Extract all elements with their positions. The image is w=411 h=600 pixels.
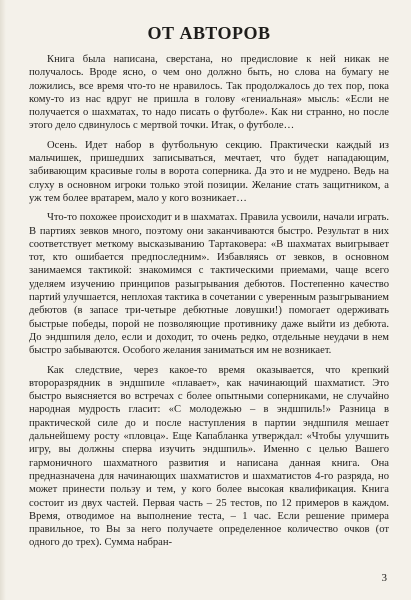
page-edge-shadow [0, 0, 6, 600]
page-number: 3 [381, 572, 387, 584]
paragraph-intro: Книга была написана, сверстана, но предисловие к ней никак не получалось. Вроде ясно, о чем оно должно быть, но слова на бумагу не ложились, все время что-то не нравилось. Так продолжалось до тех пор, пока кому-то из нас вдруг не пришла в голову «гениальная» мысль: «Если не получается о шахматах, то надо писать о футболе». Как ни странно, но после этого дело сдвинулось с мертвой точки. Итак, о футболе… [29, 54, 389, 132]
page-title: ОТ АВТОРОВ [147, 23, 271, 43]
body-text [29, 53, 389, 550]
paragraph-chess: Что-то похожее происходит и в шахматах. Правила усвоили, начали играть. В партиях зевков много, поэтому они заканчиваются быстро. Результат в них соответствует меткому высказыванию Тартаковера: «В шахматах выигрывает тот, кто ошибается предпоследним». Избавляясь от зевков, в основном занимаемся тактикой: знакомимся с тактическими приемами, чаще всего уделяем изучению принципов разыгрывания дебютов. Постепенно качество партий улучшается, неплохая тактика в сочетании с уверенным разыгрыванием дебютов (в запасе три-четыре дебютные ловушки!) помогает одерживать быстрые победы, порой не позволяющие противнику даже выйти из дебюта. До эндшпиля дело, если и доходит, то очень редко, отдельные неудачи в нем быстро забываются. Особого желания заниматься им не возникает. [29, 212, 389, 357]
paragraph-endgame: Как следствие, через какое-то время оказывается, что крепкий второразрядник в эндшпиле «плавает», как начинающий шахматист. Это быстро выясняется во встречах с более опытными соперниками, не случайно народная мудрость гласит: «С молодежью – в эндшпиль!» Разница в практической силе до и после наступления в партии эндшпиля мешает дальнейшему росту «пловца». Еще Капабланка утверждал: «Чтобы улучшить игру, вы должны сперва изучить эндшпиль». Именно с целью Вашего гармоничного шахматного развития и написана данная книга. Она предназначена для начинающих шахматистов и шахматистов 4-го разряда, но может принести пользу и тем, у кого более высокая квалификация. Книга состоит из двух частей. Первая часть – 25 тестов, по 12 примеров в каждом. Время, отводимое на выполнение теста, – 1 час. Если решение примера правильное, то Вы за него получаете определенное количество очков (от одного до трех). Сумма набран- [29, 364, 389, 549]
paragraph-football: Осень. Идет набор в футбольную секцию. Практически каждый из мальчишек, пришедших записываться, мечтает, что будет нападающим, забивающим красивые голы в ворота соперника. Да это и не мудрено. Ведь на слуху в основном игроки только этой позиции. Желание стать защитником, а уж тем более вратарем, мало у кого возникает… [29, 139, 389, 204]
